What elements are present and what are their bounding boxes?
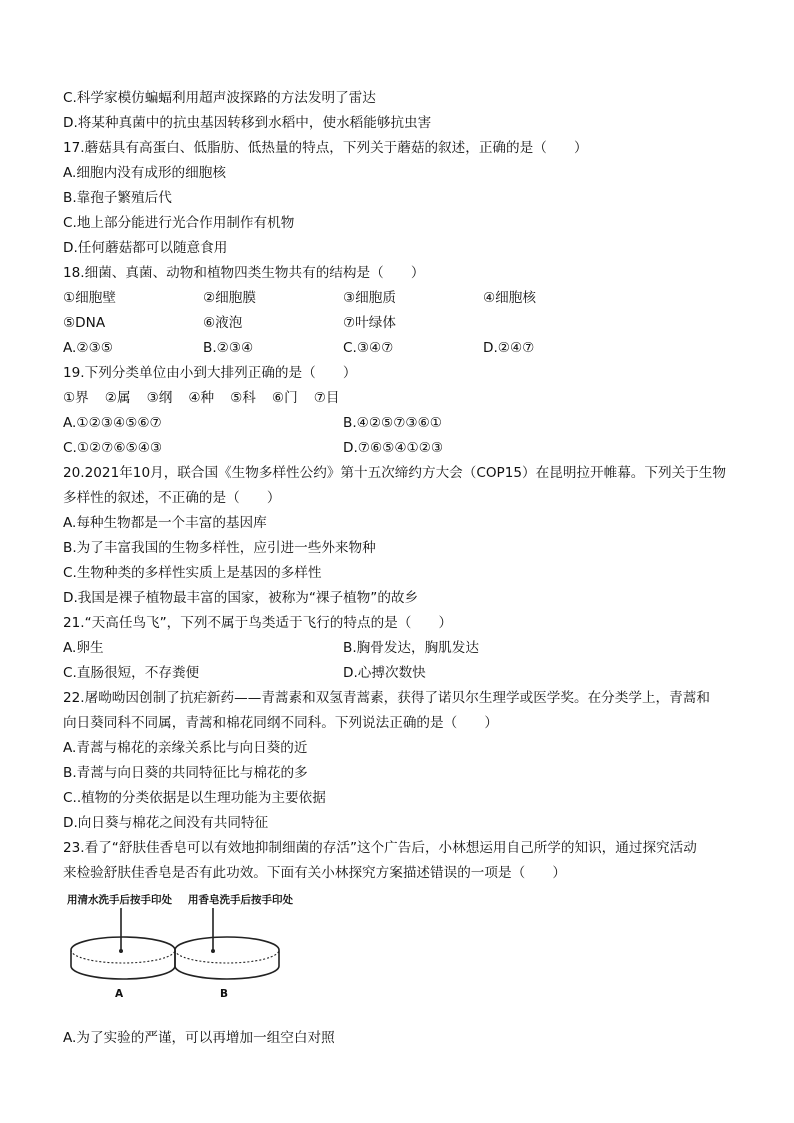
q19-item: ⑦目 xyxy=(313,390,340,406)
dish-a-handprint-dot xyxy=(119,949,123,953)
q17-stem: 17.蘑菇具有高蛋白、低脂肪、低热量的特点，下列关于蘑菇的叙述，正确的是（ ） xyxy=(63,140,588,156)
q18-item: ②细胞膜 xyxy=(203,290,256,306)
q18-items-row-2 xyxy=(63,311,743,336)
q18-options xyxy=(63,336,743,361)
q19-item: ⑤科 xyxy=(230,390,256,406)
q20-stem-line-2: 多样性的叙述，不正确的是（ ） xyxy=(63,490,281,506)
dish-b-shape xyxy=(175,908,279,979)
q19-item: ⑥门 xyxy=(271,390,298,406)
q19-option-d: D.⑦⑥⑤④①②③ xyxy=(343,440,444,456)
q18-option-d: D.②④⑦ xyxy=(483,340,535,356)
dish-b-handprint-dot xyxy=(211,949,215,953)
petri-dish-figure xyxy=(63,892,323,1024)
q18-item: ①细胞壁 xyxy=(63,290,116,306)
q21-option-b: B.胸骨发达，胸肌发达 xyxy=(343,640,479,656)
q21-options-row-2 xyxy=(63,661,743,686)
q21-option-a: A.卵生 xyxy=(63,640,104,656)
q21-option-c: C.直肠很短，不存粪便 xyxy=(63,665,200,681)
q17-option-c: C.地上部分能进行光合作用制作有机物 xyxy=(63,215,295,231)
dish-a-shape xyxy=(71,908,175,979)
q19-option-c: C.①②⑦⑥⑤④③ xyxy=(63,440,163,456)
q17-option-a: A.细胞内没有成形的细胞核 xyxy=(63,165,226,181)
q18-stem: 18.细菌、真菌、动物和植物四类生物共有的结构是（ ） xyxy=(63,265,425,281)
q18-option-b: B.②③④ xyxy=(203,340,254,356)
q19-item: ③纲 xyxy=(146,390,173,406)
q19-option-b: B.④②⑤⑦③⑥① xyxy=(343,415,442,431)
q19-items xyxy=(63,386,743,411)
q19-item: ①界 xyxy=(63,390,89,406)
q20-option-d: D.我国是裸子植物最丰富的国家，被称为“裸子植物”的故乡 xyxy=(63,590,419,606)
q19-item: ②属 xyxy=(104,390,131,406)
q22-stem-line-1: 22.屠呦呦因创制了抗疟新药——青蒿素和双氢青蒿素，获得了诺贝尔生理学或医学奖。在分类学上，青蒿和 xyxy=(63,690,710,706)
q22-option-c: C..植物的分类依据是以生理功能为主要依据 xyxy=(63,790,326,806)
q19-item: ④种 xyxy=(188,390,215,406)
q18-item: ⑥液泡 xyxy=(203,315,243,331)
label-dish-b: 用香皂洗手后按手印处 xyxy=(188,894,293,906)
q21-options-row-1 xyxy=(63,636,743,661)
q18-option-c: C.③④⑦ xyxy=(343,340,394,356)
q17-option-b: B.靠孢子繁殖后代 xyxy=(63,190,172,206)
dish-a-label: A xyxy=(115,988,124,1000)
q22-option-a: A.青蒿与棉花的亲缘关系比与向日葵的近 xyxy=(63,740,308,756)
q19-stem: 19.下列分类单位由小到大排列正确的是（ ） xyxy=(63,365,357,381)
q20-option-c: C.生物种类的多样性实质上是基因的多样性 xyxy=(63,565,322,581)
q23-stem-line-2: 来检验舒肤佳香皂是否有此功效。下面有关小林探究方案描述错误的一项是（ ） xyxy=(63,865,566,881)
petri-dish-drawing xyxy=(63,892,323,1024)
q17-option-d: D.任何蘑菇都可以随意食用 xyxy=(63,240,228,256)
q20-option-b: B.为了丰富我国的生物多样性，应引进一些外来物种 xyxy=(63,540,376,556)
q22-stem-line-2: 向日葵同科不同属，青蒿和棉花同纲不同科。下列说法正确的是（ ） xyxy=(63,715,498,731)
q19-options-row-1 xyxy=(63,411,743,436)
q20-stem-line-1: 20.2021年10月，联合国《生物多样性公约》第十五次缔约方大会（COP15）在昆明拉开帷幕。下列关于生物 xyxy=(63,465,726,481)
label-dish-a: 用清水洗手后按手印处 xyxy=(67,894,172,906)
q22-option-b: B.青蒿与向日葵的共同特征比与棉花的多 xyxy=(63,765,308,781)
q21-option-d: D.心搏次数快 xyxy=(343,665,426,681)
q20-option-a: A.每种生物都是一个丰富的基因库 xyxy=(63,515,267,531)
q22-option-d: D.向日葵与棉花之间没有共同特征 xyxy=(63,815,269,831)
q18-option-a: A.②③⑤ xyxy=(63,340,113,356)
q21-stem: 21.“天高任鸟飞”，下列不属于鸟类适于飞行的特点的是（ ） xyxy=(63,615,453,631)
q19-option-a: A.①②③④⑤⑥⑦ xyxy=(63,415,162,431)
q19-options-row-2 xyxy=(63,436,743,461)
q18-item: ⑤DNA xyxy=(63,315,106,331)
q16-option-c: C.科学家模仿蝙蝠利用超声波探路的方法发明了雷达 xyxy=(63,90,376,106)
q18-item: ④细胞核 xyxy=(483,290,536,306)
q23-stem-line-1: 23.看了“舒肤佳香皂可以有效地抑制细菌的存活”这个广告后，小林想运用自己所学的知识，通过探究活动 xyxy=(63,840,697,856)
q18-item: ⑦叶绿体 xyxy=(343,315,396,331)
q16-option-d: D.将某种真菌中的抗虫基因转移到水稻中，使水稻能够抗虫害 xyxy=(63,115,432,131)
q18-items-row-1 xyxy=(63,286,743,311)
dish-b-label: B xyxy=(220,988,229,1000)
exam-page xyxy=(63,86,743,1051)
q23-option-a: A.为了实验的严谨，可以再增加一组空白对照 xyxy=(63,1030,335,1046)
q18-item: ③细胞质 xyxy=(343,290,396,306)
